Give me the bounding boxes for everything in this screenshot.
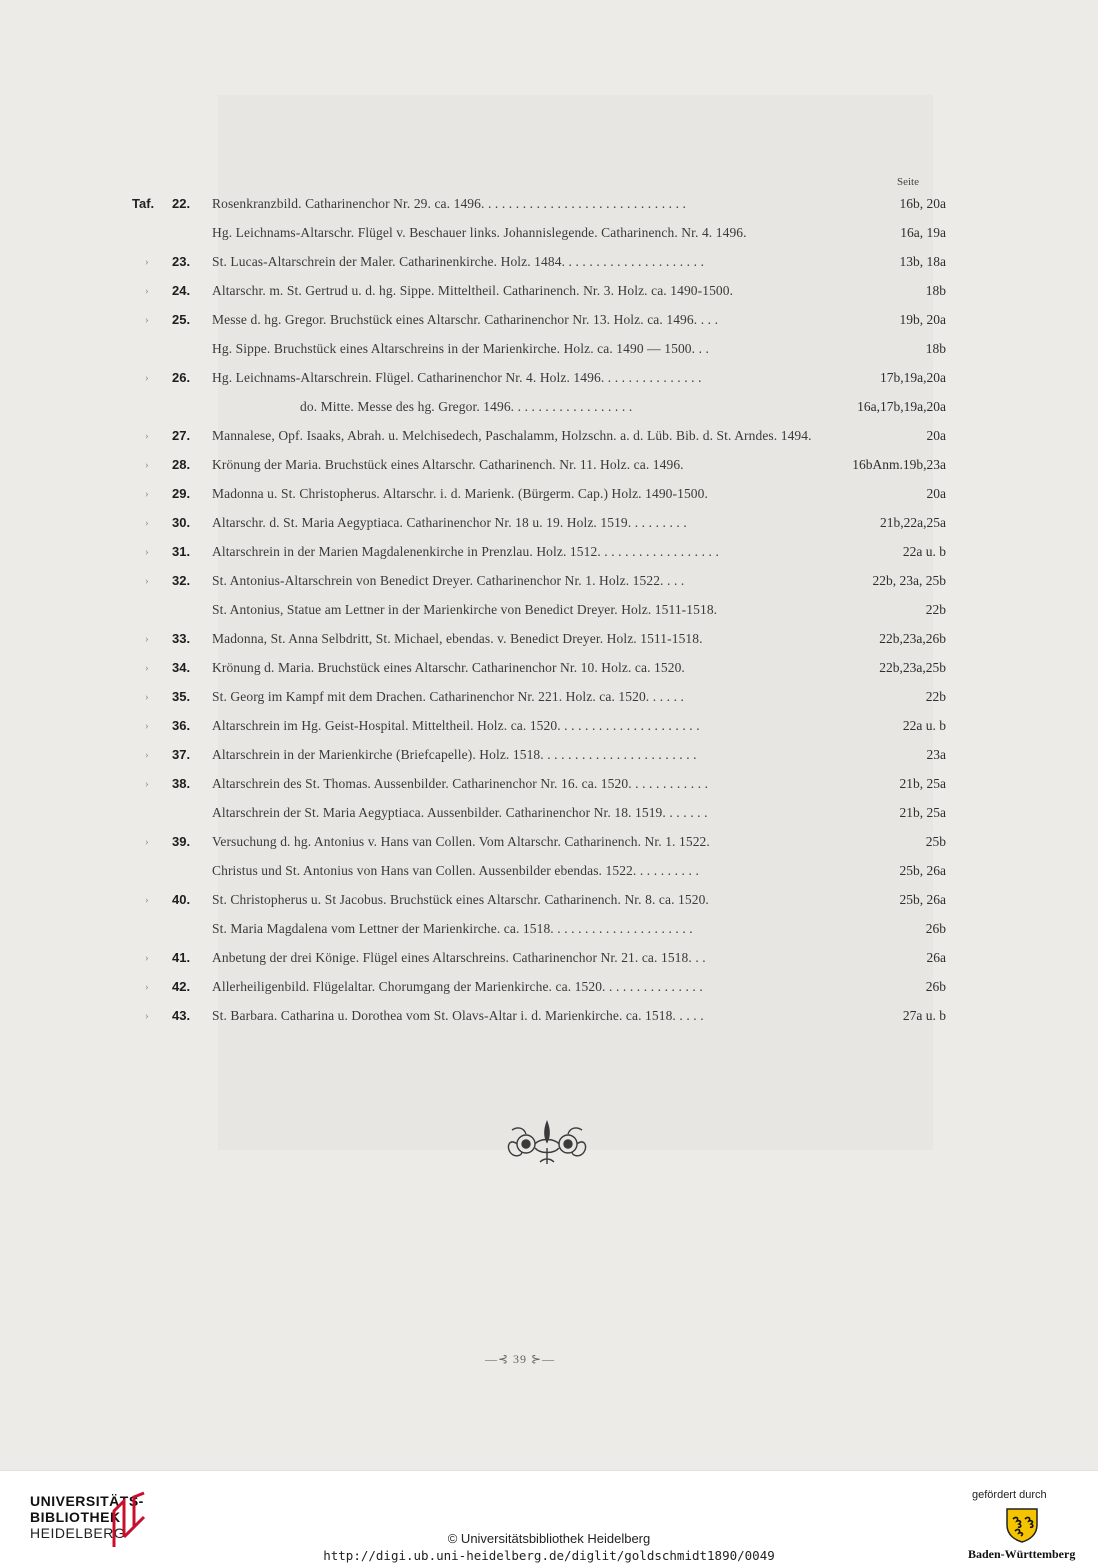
plate-row bbox=[0, 773, 1098, 795]
page-reference: 17b,19a,20a bbox=[880, 370, 946, 385]
plate-description: Mannalese, Opf. Isaaks, Abrah. u. Melchisedech, Paschalamm, Holzschn. a. d. Lüb. Bib. d. St. Arndes. 1494. bbox=[212, 428, 812, 443]
page-reference: 25b, 26a bbox=[899, 892, 946, 907]
viewer-footer bbox=[0, 1470, 1098, 1564]
plate-row bbox=[0, 715, 1098, 737]
plate-row bbox=[0, 570, 1098, 592]
plate-row bbox=[0, 338, 1098, 360]
logo-line-1: UNIVERSITÄTS- bbox=[30, 1493, 144, 1509]
plate-number: 24. bbox=[172, 283, 191, 298]
ditto-mark: › bbox=[145, 778, 149, 790]
plate-description: St. Barbara. Catharina u. Dorothea vom St. Olavs-Altar i. d. Marienkirche. ca. 1518. . . . . bbox=[212, 1008, 704, 1023]
page-reference: 25b, 26a bbox=[899, 863, 946, 878]
plate-description: Altarschrein des St. Thomas. Aussenbilder. Catharinenchor Nr. 16. ca. 1520. . . . . . . . . . . . bbox=[212, 776, 709, 791]
plate-row bbox=[0, 309, 1098, 331]
page-reference: 23a bbox=[926, 747, 946, 762]
plate-row bbox=[0, 367, 1098, 389]
ditto-mark: › bbox=[145, 256, 149, 268]
ditto-mark: › bbox=[145, 285, 149, 297]
funder-name: Baden-Württemberg bbox=[968, 1547, 1076, 1561]
page-reference: 21b, 25a bbox=[899, 805, 946, 820]
plate-description: Hg. Sippe. Bruchstück eines Altarschreins in der Marienkirche. Holz. ca. 1490 — 1500. . . bbox=[212, 341, 710, 356]
plate-row bbox=[0, 686, 1098, 708]
plate-row bbox=[0, 889, 1098, 911]
ditto-mark: › bbox=[145, 1010, 149, 1022]
page-reference: 25b bbox=[925, 834, 946, 849]
plate-row bbox=[0, 744, 1098, 766]
plate-number: 26. bbox=[172, 370, 191, 385]
plate-number: 27. bbox=[172, 428, 191, 443]
plate-description: Versuchung d. hg. Antonius v. Hans van Collen. Vom Altarschr. Catharinench. Nr. 1. 1522. bbox=[212, 834, 710, 849]
plate-row bbox=[0, 628, 1098, 650]
plate-number: 43. bbox=[172, 1008, 191, 1023]
plate-description: Messe d. hg. Gregor. Bruchstück eines Altarschr. Catharinenchor Nr. 13. Holz. ca. 1496. . . . bbox=[212, 312, 719, 327]
plate-description: Altarschr. d. St. Maria Aegyptiaca. Catharinenchor Nr. 18 u. 19. Holz. 1519. . . . . . . . . bbox=[212, 515, 687, 530]
page-reference: 20a bbox=[926, 428, 946, 443]
page-reference: 22b bbox=[925, 689, 946, 704]
page-reference: 21b, 25a bbox=[899, 776, 946, 791]
plate-description: Allerheiligenbild. Flügelaltar. Chorumgang der Marienkirche. ca. 1520. . . . . . . . . . . . . . . bbox=[212, 979, 703, 994]
plate-row bbox=[0, 831, 1098, 853]
plate-description: St. Maria Magdalena vom Lettner der Marienkirche. ca. 1518. . . . . . . . . . . . . . . . . . . . . bbox=[212, 921, 693, 936]
ditto-mark: › bbox=[145, 720, 149, 732]
plate-description: Krönung d. Maria. Bruchstück eines Altarschr. Catharinenchor Nr. 10. Holz. ca. 1520. bbox=[212, 660, 685, 675]
decorative-ornament bbox=[504, 1118, 590, 1168]
ditto-mark: › bbox=[145, 517, 149, 529]
logo-line-3: HEIDELBERG bbox=[30, 1525, 126, 1541]
page-reference: 26b bbox=[925, 979, 946, 994]
plate-description: Anbetung der drei Könige. Flügel eines Altarschreins. Catharinenchor Nr. 21. ca. 1518. . . bbox=[212, 950, 706, 965]
plate-number: 37. bbox=[172, 747, 191, 762]
page-reference: 16a, 19a bbox=[900, 225, 946, 240]
page-reference: 18b bbox=[925, 341, 946, 356]
ditto-mark: › bbox=[145, 575, 149, 587]
plate-number: 39. bbox=[172, 834, 191, 849]
plate-description: Hg. Leichnams-Altarschrein. Flügel. Catharinenchor Nr. 4. Holz. 1496. . . . . . . . . . . . . . . bbox=[212, 370, 702, 385]
ditto-mark: › bbox=[145, 691, 149, 703]
page-reference: 18b bbox=[925, 283, 946, 298]
page-reference: 16a,17b,19a,20a bbox=[857, 399, 946, 414]
seite-column-header: Seite bbox=[897, 176, 919, 188]
page-reference: 22b,23a,25b bbox=[879, 660, 946, 675]
plate-row bbox=[0, 860, 1098, 882]
page-number: —⊰ 39 ⊱— bbox=[485, 1352, 556, 1366]
plate-number: 32. bbox=[172, 573, 191, 588]
page-reference: 20a bbox=[926, 486, 946, 501]
baden-wuerttemberg-crest-icon bbox=[1005, 1507, 1039, 1543]
page-reference: 22a u. b bbox=[902, 718, 946, 733]
plate-description: St. Antonius-Altarschrein von Benedict Dreyer. Catharinenchor Nr. 1. Holz. 1522. . . . bbox=[212, 573, 685, 588]
plate-row bbox=[0, 396, 1098, 418]
plate-description: Altarschrein in der Marienkirche (Briefcapelle). Holz. 1518. . . . . . . . . . . . . . . . . . . . . . . bbox=[212, 747, 697, 762]
plate-row bbox=[0, 251, 1098, 273]
page-reference: 16b, 20a bbox=[899, 196, 946, 211]
plate-row bbox=[0, 193, 1098, 215]
plate-row bbox=[0, 483, 1098, 505]
plate-description: Krönung der Maria. Bruchstück eines Altarschr. Catharinench. Nr. 11. Holz. ca. 1496. bbox=[212, 457, 684, 472]
page-reference: 22b bbox=[925, 602, 946, 617]
plate-number: 41. bbox=[172, 950, 191, 965]
ditto-mark: › bbox=[145, 894, 149, 906]
plate-number: 36. bbox=[172, 718, 191, 733]
plate-description: Madonna, St. Anna Selbdritt, St. Michael, ebendas. v. Benedict Dreyer. Holz. 1511-1518. bbox=[212, 631, 703, 646]
ditto-mark: › bbox=[145, 952, 149, 964]
plate-description: St. Georg im Kampf mit dem Drachen. Catharinenchor Nr. 221. Holz. ca. 1520. . . . . . bbox=[212, 689, 685, 704]
ditto-mark: › bbox=[145, 459, 149, 471]
page-reference: 26b bbox=[925, 921, 946, 936]
plate-number: 30. bbox=[172, 515, 191, 530]
plate-description: Rosenkranzbild. Catharinenchor Nr. 29. ca. 1496. . . . . . . . . . . . . . . . . . . . . . . . . . . . . . bbox=[212, 196, 687, 211]
ditto-mark: › bbox=[145, 981, 149, 993]
page-reference: 19b, 20a bbox=[899, 312, 946, 327]
ditto-mark: › bbox=[145, 836, 149, 848]
plate-row bbox=[0, 512, 1098, 534]
plate-row bbox=[0, 657, 1098, 679]
ditto-mark: › bbox=[145, 314, 149, 326]
plate-number: 33. bbox=[172, 631, 191, 646]
plate-description: Altarschrein im Hg. Geist-Hospital. Mitteltheil. Holz. ca. 1520. . . . . . . . . . . . . . . . . . . . . bbox=[212, 718, 700, 733]
page-reference: 26a bbox=[926, 950, 946, 965]
plate-description: Hg. Leichnams-Altarschr. Flügel v. Beschauer links. Johannislegende. Catharinench. Nr. 4. 1496. bbox=[212, 225, 747, 240]
plate-description: Madonna u. St. Christopherus. Altarschr. i. d. Marienk. (Bürgerm. Cap.) Holz. 1490-1500. bbox=[212, 486, 708, 501]
ditto-mark: › bbox=[145, 372, 149, 384]
ditto-mark: › bbox=[145, 546, 149, 558]
plate-description: do. Mitte. Messe des hg. Gregor. 1496. . . . . . . . . . . . . . . . . . bbox=[300, 399, 633, 414]
plate-row bbox=[0, 918, 1098, 940]
taf-label: Taf. bbox=[132, 196, 155, 211]
plate-row bbox=[0, 454, 1098, 476]
ditto-mark: › bbox=[145, 749, 149, 761]
plate-number: 40. bbox=[172, 892, 191, 907]
plate-description: Altarschr. m. St. Gertrud u. d. hg. Sippe. Mitteltheil. Catharinench. Nr. 3. Holz. ca. 1490-1500. bbox=[212, 283, 734, 298]
plate-number: 23. bbox=[172, 254, 191, 269]
funded-by-label: gefördert durch bbox=[972, 1489, 1047, 1501]
plate-row bbox=[0, 222, 1098, 244]
ditto-mark: › bbox=[145, 488, 149, 500]
page-reference: 21b,22a,25a bbox=[880, 515, 946, 530]
plate-row bbox=[0, 976, 1098, 998]
plate-number: 42. bbox=[172, 979, 191, 994]
plate-row bbox=[0, 425, 1098, 447]
plate-description: St. Christopherus u. St Jacobus. Bruchstück eines Altarschr. Catharinench. Nr. 8. ca. 1520. bbox=[212, 892, 709, 907]
logo-line-2: BIBLIOTHEK bbox=[30, 1509, 121, 1525]
plate-row bbox=[0, 947, 1098, 969]
ditto-mark: › bbox=[145, 633, 149, 645]
plate-number: 25. bbox=[172, 312, 191, 327]
plate-number: 29. bbox=[172, 486, 191, 501]
page-reference: 27a u. b bbox=[902, 1008, 946, 1023]
plate-row bbox=[0, 541, 1098, 563]
plate-number: 34. bbox=[172, 660, 191, 675]
plate-row bbox=[0, 1005, 1098, 1027]
plate-number: 35. bbox=[172, 689, 191, 704]
ditto-mark: › bbox=[145, 430, 149, 442]
plate-number: 38. bbox=[172, 776, 191, 791]
plate-row bbox=[0, 280, 1098, 302]
plate-number: 31. bbox=[172, 544, 191, 559]
page-reference: 16bAnm.19b,23a bbox=[852, 457, 946, 472]
page-reference: 13b, 18a bbox=[899, 254, 946, 269]
plate-number: 22. bbox=[172, 196, 191, 211]
page-reference: 22b, 23a, 25b bbox=[872, 573, 946, 588]
page-reference: 22b,23a,26b bbox=[879, 631, 946, 646]
plate-description: Altarschrein der St. Maria Aegyptiaca. Aussenbilder. Catharinenchor Nr. 18. 1519. . . . . . . bbox=[212, 805, 708, 820]
ditto-mark: › bbox=[145, 662, 149, 674]
plate-row bbox=[0, 599, 1098, 621]
plate-description: Altarschrein in der Marien Magdalenenkirche in Prenzlau. Holz. 1512. . . . . . . . . . . . . . . . . . bbox=[212, 544, 719, 559]
permalink-url[interactable]: http://digi.ub.uni-heidelberg.de/diglit/goldschmidt1890/0049 bbox=[323, 1548, 775, 1563]
copyright-notice: © Universitätsbibliothek Heidelberg bbox=[447, 1531, 651, 1546]
plate-row bbox=[0, 802, 1098, 824]
plate-number: 28. bbox=[172, 457, 191, 472]
plate-description: St. Antonius, Statue am Lettner in der Marienkirche von Benedict Dreyer. Holz. 1511-1518. bbox=[212, 602, 718, 617]
plate-description: St. Lucas-Altarschrein der Maler. Catharinenkirche. Holz. 1484. . . . . . . . . . . . . . . . . . . . . bbox=[212, 254, 705, 269]
page-reference: 22a u. b bbox=[902, 544, 946, 559]
plate-description: Christus und St. Antonius von Hans van Collen. Aussenbilder ebendas. 1522. . . . . . . . . . bbox=[212, 863, 699, 878]
